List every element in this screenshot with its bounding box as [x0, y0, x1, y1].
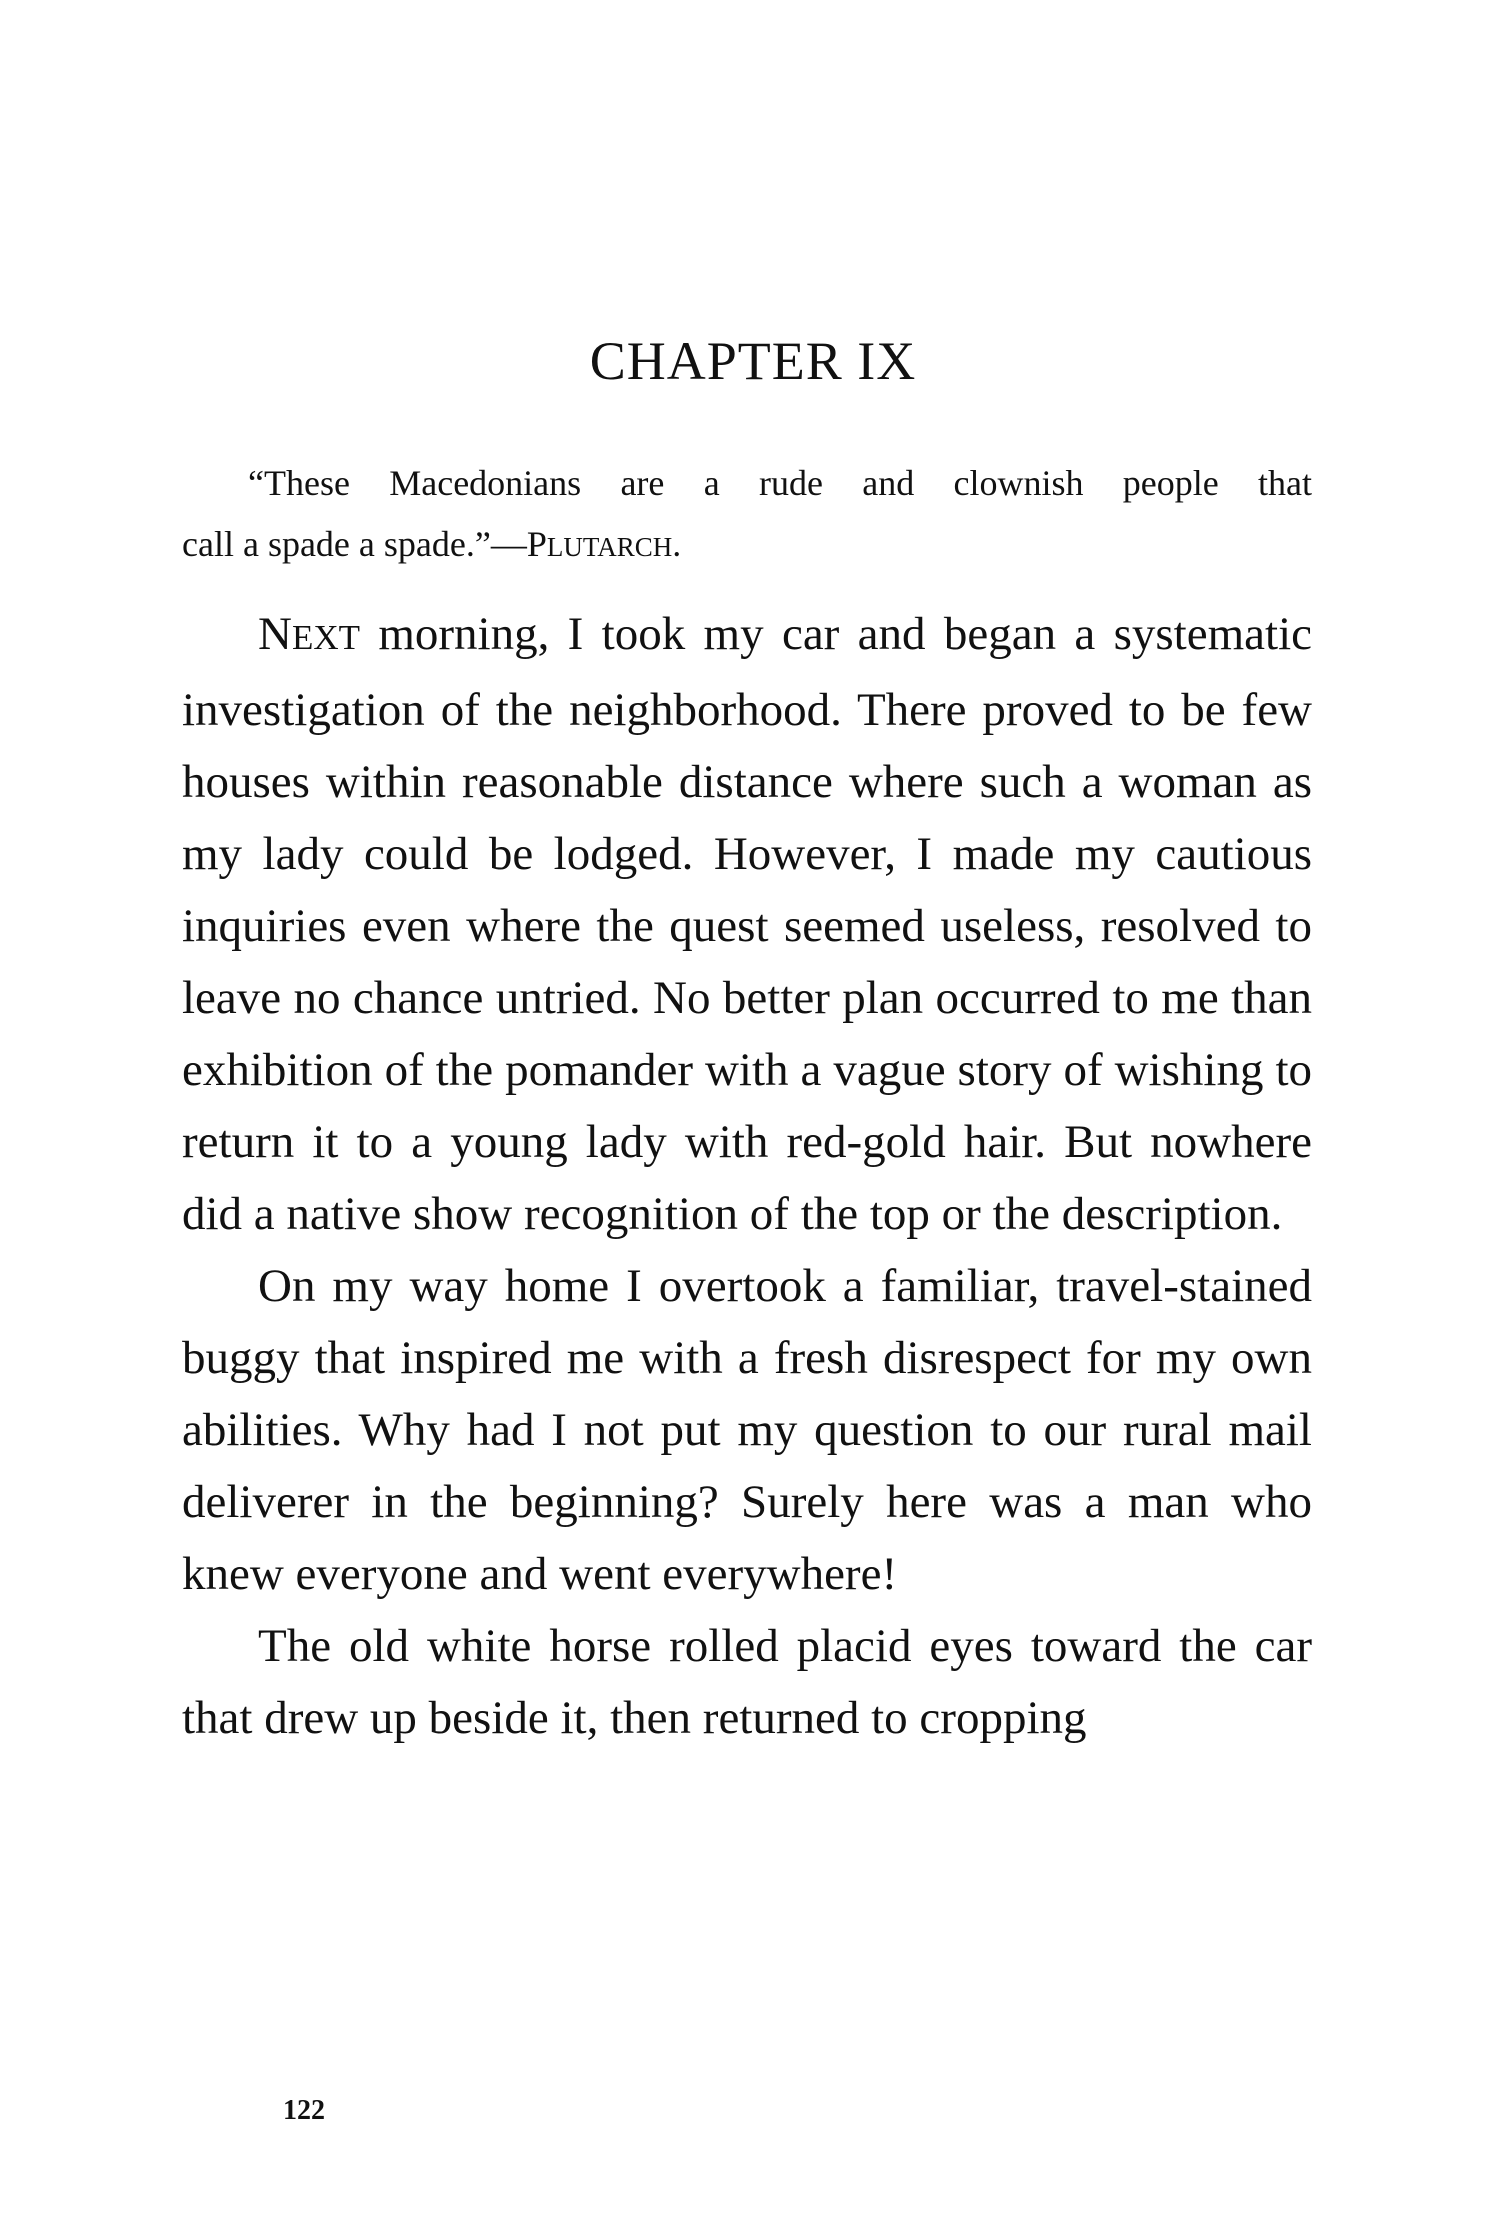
paragraph-lead-initial: N: [258, 608, 292, 660]
epigraph: [182, 453, 1312, 578]
paragraph: [182, 598, 1312, 1250]
paragraph: The old white horse rolled placid eyes toward the car that drew up beside it, then returned to cropping: [182, 1620, 1312, 1744]
epigraph-attribution-line: [182, 514, 1312, 578]
paragraph: On my way home I overtook a familiar, travel-stained buggy that inspired me with a fresh disrespect for my own abilities. Why had I not put my question to our rural mail deliverer in the beginning? Surely here was a man who knew everyone and went everywhere!: [182, 1260, 1312, 1600]
epigraph-quote-end: call a spade a spade.”—: [182, 524, 527, 564]
body-text: [182, 598, 1312, 1754]
epigraph-author-rest: LUTARCH: [546, 532, 673, 562]
page-number: 122: [283, 2095, 325, 2126]
epigraph-author-period: .: [672, 524, 682, 564]
chapter-title: CHAPTER IX: [589, 331, 917, 391]
epigraph-quote-line: “These Macedonians are a rude and clownish people that: [248, 463, 1312, 503]
epigraph-author-initial: P: [526, 524, 547, 564]
paragraph-lead-smallcaps: EXT: [291, 618, 360, 657]
paragraph-text: morning, I took my car and began a systematic investigation of the neighborhood. There proved to be few houses within reasonable distance where such a woman as my lady could be lodged. However, I made my cautious inquiries even where the quest seemed useless, resolved to leave no chance untried. No better plan occurred to me than exhibition of the pomander with a vague story of wishing to return it to a young lady with red-gold hair. But nowhere did a native show recognition of the top or the description.: [182, 608, 1312, 1240]
